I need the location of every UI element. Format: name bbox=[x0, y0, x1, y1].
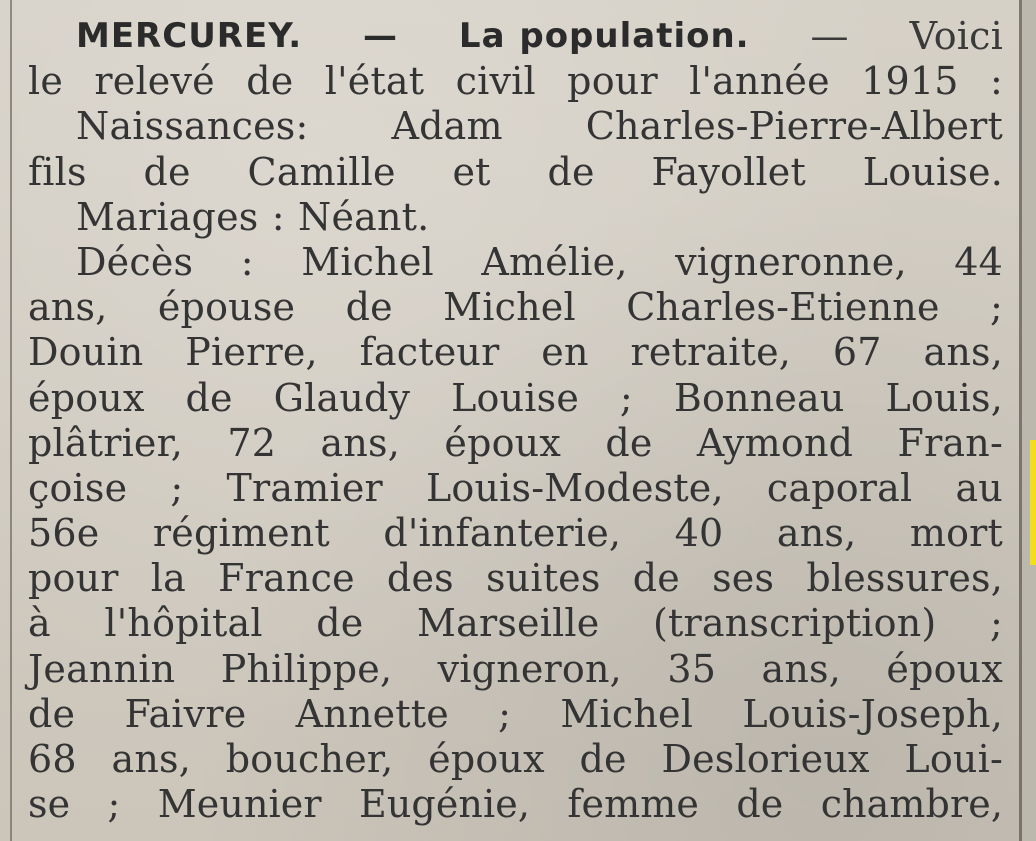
article-heading-line bbox=[28, 14, 1003, 59]
article-line: çoise ; Tramier Louis-Modeste, caporal au bbox=[28, 465, 1003, 510]
article-line: de Faivre Annette ; Michel Louis-Joseph, bbox=[28, 691, 1003, 736]
article-line: Jeannin Philippe, vigneron, 35 ans, époux bbox=[28, 646, 1003, 691]
article-line: Naissances: Adam Charles-Pierre-Albert bbox=[76, 104, 1003, 149]
adjacent-column-edge bbox=[1022, 0, 1036, 841]
heading-dash: — bbox=[810, 14, 849, 58]
article-line: pour la France des suites de ses blessures, bbox=[28, 556, 1003, 601]
article-line: Décès : Michel Amélie, vigneronne, 44 bbox=[76, 239, 1003, 284]
heading-subject: La population. bbox=[458, 16, 750, 56]
article-line: fils de Camille et de Fayollet Louise. bbox=[28, 149, 1003, 194]
heading-dash: — bbox=[363, 16, 399, 56]
left-column-rule bbox=[10, 0, 12, 841]
article-line: 56e régiment d'infanterie, 40 ans, mort bbox=[28, 511, 1003, 556]
heading-place: MERCUREY. bbox=[76, 16, 303, 56]
article-line: époux de Glaudy Louise ; Bonneau Louis, bbox=[28, 375, 1003, 420]
article-line: 68 ans, boucher, époux de Deslorieux Loui- bbox=[28, 737, 1003, 781]
article-line: ans, épouse de Michel Charles-Etienne ; bbox=[28, 285, 1003, 330]
article-line: à l'hôpital de Marseille (transcription) ; bbox=[28, 601, 1003, 646]
yellow-highlight-mark bbox=[1030, 440, 1036, 565]
article-line: Douin Pierre, facteur en retraite, 67 ans, bbox=[28, 330, 1003, 375]
article-line: le relevé de l'état civil pour l'année 1915 : bbox=[28, 59, 1003, 104]
article-line: plâtrier, 72 ans, époux de Aymond Fran- bbox=[28, 420, 1003, 465]
article-text bbox=[28, 14, 1003, 827]
heading-rest: Voici bbox=[909, 14, 1003, 58]
article-line: se ; Meunier Eugénie, femme de chambre, bbox=[28, 782, 1003, 827]
article-line: Mariages : Néant. bbox=[76, 194, 430, 239]
